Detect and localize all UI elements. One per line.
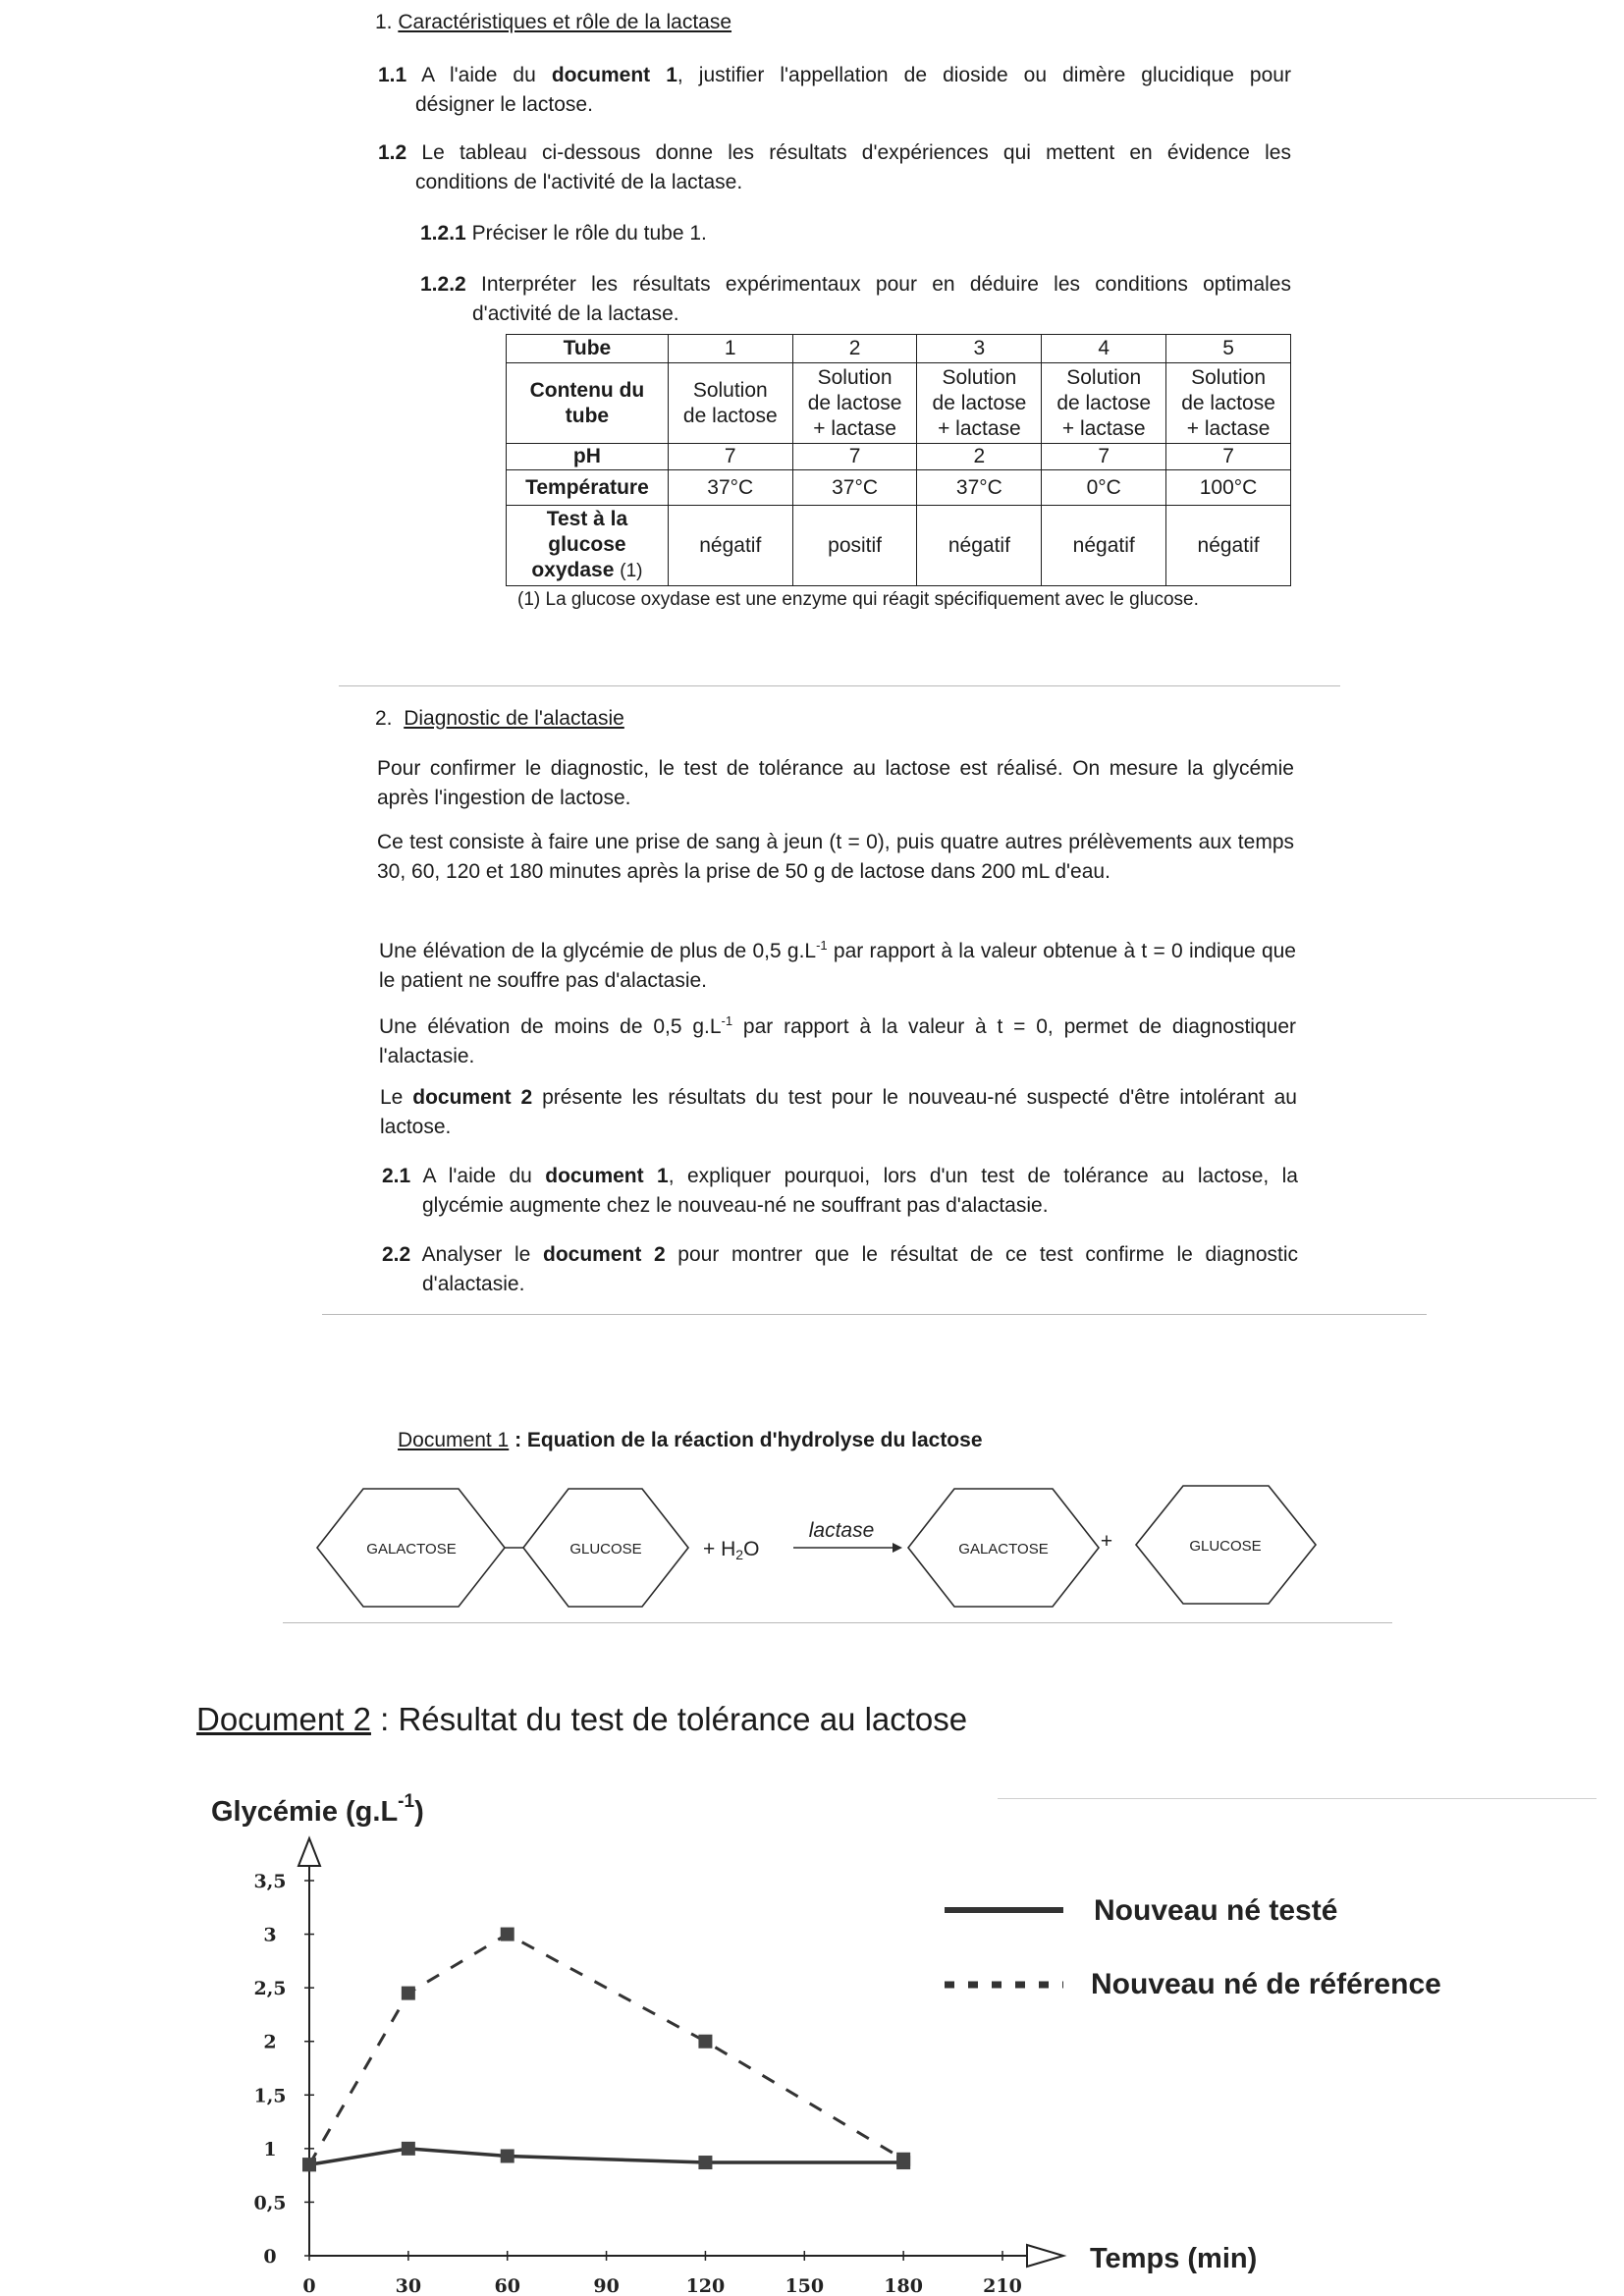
y-tick-label: 3: [263, 1924, 277, 1946]
data-point: [698, 2156, 712, 2169]
paragraph-text: présente les résultats du test pour le nouveau-né suspecté d'être intolérant au lactose.: [380, 1086, 1297, 1138]
x-tick-labels: [302, 2275, 1021, 2296]
row-header-line: Contenu du: [529, 378, 645, 402]
document-reference: document 2: [543, 1243, 666, 1266]
hexagon-label: GLUCOSE: [1189, 1538, 1262, 1555]
x-axis-arrow-icon: [1027, 2245, 1063, 2267]
x-tick-label: 180: [884, 2275, 923, 2296]
cell-line: de lactose: [682, 404, 778, 427]
hexagon-label: GALACTOSE: [958, 1541, 1049, 1558]
question-text: A l'aide du: [421, 64, 536, 86]
y-tick-labels: [253, 1871, 286, 2268]
row-header: Température: [507, 470, 669, 506]
document-reference: document 1: [551, 64, 677, 86]
y-axis-label: [211, 1791, 424, 1828]
cell-line: + lactase: [813, 416, 896, 440]
enzyme-label: lactase: [808, 1519, 875, 1542]
cell-line: Solution: [692, 378, 768, 402]
paragraph-text: Une élévation de moins de 0,5 g.L: [379, 1015, 722, 1038]
table-cell: 4: [1042, 335, 1166, 363]
paragraph-text: Le: [380, 1086, 404, 1109]
table-cell: 7: [668, 444, 792, 470]
document2-caption: : Résultat du test de tolérance au lactose: [370, 1701, 968, 1737]
water-subscript: 2: [735, 1547, 744, 1562]
table-cell: 7: [1042, 444, 1166, 470]
question-text: , expliquer pourquoi, lors d'un test de tolérance au lactose, la: [668, 1165, 1298, 1187]
y-axis-label-sup: -1: [398, 1791, 415, 1812]
legend-label: Nouveau né testé: [1094, 1894, 1338, 1927]
chart-axes: [298, 1838, 1063, 2267]
table-cell: 3: [917, 335, 1042, 363]
hexagon-label: GALACTOSE: [366, 1541, 457, 1558]
table-cell: 0°C: [1042, 470, 1166, 506]
table-cell: 2: [917, 444, 1042, 470]
superscript: -1: [721, 1013, 733, 1028]
table-cell: 7: [1166, 444, 1291, 470]
row-header-line: glucose: [548, 533, 626, 556]
legend-label: Nouveau né de référence: [1091, 1968, 1441, 2000]
question-text: Préciser le rôle du tube 1.: [471, 222, 707, 245]
row-header-word: oxydase: [531, 559, 615, 581]
data-point: [501, 1928, 514, 1941]
y-tick-label: 0: [263, 2246, 277, 2268]
data-point: [896, 2153, 910, 2166]
y-axis-label-end: ): [414, 1796, 424, 1828]
superscript: -1: [816, 938, 828, 953]
x-tick-label: 150: [785, 2275, 825, 2296]
table-cell: positif: [792, 506, 917, 586]
question-text: glycémie augmente chez le nouveau-né ne souffrant pas d'alactasie.: [422, 1194, 1049, 1217]
section1-number: 1.: [375, 11, 393, 33]
table-cell: négatif: [1166, 506, 1291, 586]
x-tick-label: 90: [593, 2275, 620, 2296]
series-line-reference: [309, 1935, 903, 2165]
table-cell: 7: [792, 444, 917, 470]
y-axis-label-text: Glycémie (g.L: [211, 1796, 399, 1828]
document1-caption: : Equation de la réaction d'hydrolyse du lactose: [509, 1429, 983, 1451]
cell-line: + lactase: [938, 416, 1021, 440]
cell-line: de lactose: [1181, 391, 1275, 414]
question-number: 1.2.1: [420, 222, 466, 245]
question-text: , justifier l'appellation de dioside ou dimère glucidique pour: [677, 64, 1291, 86]
question-text: d'activité de la lactase.: [472, 302, 679, 325]
question-text: d'alactasie.: [422, 1273, 525, 1295]
row-header: Tube: [507, 335, 669, 363]
y-axis-arrow-icon: [298, 1838, 320, 1866]
table-cell: 37°C: [917, 470, 1042, 506]
data-point: [402, 2142, 415, 2156]
water-term-text: + H: [703, 1538, 736, 1560]
hexagon-label: GLUCOSE: [569, 1541, 642, 1558]
document-reference: document 2: [412, 1086, 533, 1109]
paragraph: Pour confirmer le diagnostic, le test de tolérance au lactose est réalisé. On mesure la glycémie après l'ingestion de lactose.: [377, 757, 1294, 809]
row-header-line: tube: [565, 404, 610, 427]
table-cell: 100°C: [1166, 470, 1291, 506]
data-point: [698, 2035, 712, 2049]
series-line-tested: [309, 2149, 903, 2164]
cell-line: de lactose: [807, 391, 902, 414]
document2-label: Document 2: [196, 1701, 371, 1737]
paragraph-text: par rapport à la valeur obtenue à t = 0 indique que le patient ne souffre pas d'alactasie.: [379, 940, 1296, 992]
footnote-reference: (1): [620, 561, 643, 581]
data-point: [501, 2149, 514, 2162]
question-text: désigner le lactose.: [415, 93, 593, 116]
y-tick-label: 3,5: [253, 1871, 287, 1892]
table-cell: 37°C: [792, 470, 917, 506]
table-cell: 1: [668, 335, 792, 363]
cell-line: Solution: [1066, 365, 1142, 389]
cell-line: + lactase: [1061, 416, 1146, 440]
water-term-o: O: [743, 1538, 760, 1560]
x-tick-label: 30: [395, 2275, 422, 2296]
table-cell: négatif: [1042, 506, 1166, 586]
document-reference: document 1: [545, 1165, 669, 1187]
section2-title: Diagnostic de l'alactasie: [404, 707, 624, 730]
cell-line: Solution: [942, 365, 1017, 389]
row-header: pH: [507, 444, 669, 470]
y-tick-label: 1,5: [253, 2085, 287, 2107]
document1-label: Document 1: [398, 1429, 510, 1451]
y-tick-label: 1: [263, 2138, 277, 2160]
section2-number: 2.: [375, 707, 393, 730]
table-cell: 5: [1166, 335, 1291, 363]
x-tick-label: 120: [685, 2275, 726, 2296]
cell-line: Solution: [1191, 365, 1266, 389]
question-number: 2.2: [382, 1243, 411, 1266]
cell-line: + lactase: [1186, 416, 1271, 440]
chart-legend: [945, 1894, 1441, 2000]
question-text: Interpréter les résultats expérimentaux pour en déduire les conditions optimales: [481, 273, 1291, 296]
question-number: 2.1: [382, 1165, 411, 1187]
cell-line: de lactose: [1056, 391, 1152, 414]
cell-line: Solution: [817, 365, 893, 389]
table-cell: négatif: [917, 506, 1042, 586]
chart-series: [302, 1928, 910, 2172]
table-cell: 37°C: [668, 470, 792, 506]
question-text: Analyser le: [421, 1243, 531, 1266]
paragraph-text: Une élévation de la glycémie de plus de 0,5 g.L: [379, 940, 817, 962]
y-tick-label: 2: [263, 2031, 277, 2053]
x-tick-label: 210: [983, 2275, 1022, 2296]
data-point: [302, 2158, 316, 2171]
question-number: 1.1: [378, 64, 407, 86]
question-text: Le tableau ci-dessous donne les résultats d'expériences qui mettent en évidence les: [421, 141, 1291, 164]
data-point: [402, 1987, 415, 2000]
x-tick-label: 60: [494, 2275, 520, 2296]
table-cell: négatif: [668, 506, 792, 586]
question-text: pour montrer que le résultat de ce test confirme le diagnostic: [665, 1243, 1299, 1266]
cell-line: de lactose: [932, 391, 1027, 414]
table-footnote: (1) La glucose oxydase est une enzyme qui réagit spécifiquement avec le glucose.: [517, 589, 1199, 610]
question-text: conditions de l'activité de la lactase.: [415, 171, 743, 193]
y-tick-label: 0,5: [253, 2192, 287, 2214]
paragraph: Ce test consiste à faire une prise de sang à jeun (t = 0), puis quatre autres prélèvements aux temps 30, 60, 120 et 180 minutes après la prise de 50 g de lactose dans 200 mL d'eau.: [377, 831, 1294, 883]
x-axis-label: Temps (min): [1090, 2243, 1258, 2274]
row-header-line: Test à la: [546, 508, 628, 530]
plus-sign: +: [1100, 1530, 1113, 1553]
question-text: A l'aide du: [422, 1165, 532, 1187]
question-number: 1.2: [378, 141, 407, 164]
table-cell: 2: [792, 335, 917, 363]
paragraph-text: par rapport à la valeur à t = 0, permet de diagnostiquer l'alactasie.: [379, 1015, 1296, 1067]
section1-title: Caractéristiques et rôle de la lactase: [398, 11, 732, 33]
y-tick-label: 2,5: [253, 1978, 287, 2000]
question-number: 1.2.2: [420, 273, 466, 296]
x-tick-label: 0: [302, 2275, 316, 2296]
